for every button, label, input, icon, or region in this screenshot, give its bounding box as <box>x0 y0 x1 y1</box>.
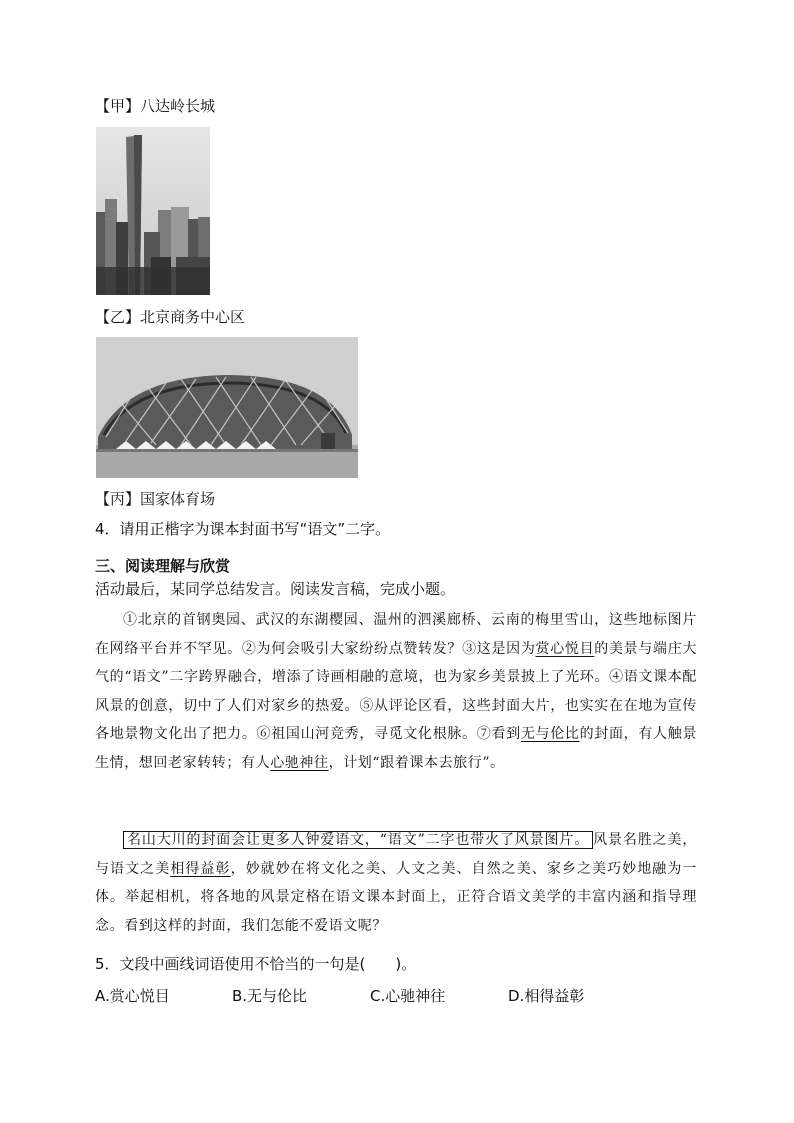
section-intro: 活动最后，某同学总结发言。阅读发言稿，完成小题。 <box>95 580 456 598</box>
caption-yi: 【乙】北京商务中心区 <box>95 308 246 326</box>
underlined-word-3: 心驰神往 <box>270 754 329 771</box>
caption-bing: 【丙】国家体育场 <box>95 490 216 508</box>
skyline-photo <box>96 127 210 295</box>
underlined-word-2: 无与伦比 <box>520 726 580 742</box>
boxed-sentence: 名山大川的封面会让更多人钟爱语文，“语文”二字也带火了风景图片。 <box>123 831 593 849</box>
question-5-stem: 5．文段中画线词语使用不恰当的一句是( )。 <box>95 955 417 973</box>
section-title: 三、阅读理解与欣赏 <box>95 557 231 575</box>
option-a[interactable]: A.赏心悦目 <box>95 987 170 1005</box>
passage-paragraph-1: ①北京的首钢奥园、武汉的东湖樱园、温州的泗溪廊桥、云南的梅里雪山，这些地标图片在网络平台并不罕见。②为何会吸引大家纷纷点赞转发？③这是因为赏心悦目的美景与端庄大气的“语文”二字跨界融合，增添了诗画相融的意境，也为家乡美景披上了光环。④语文课本配风景的创意，切中了人们对家乡的热爱。⑤从评论区看，这些封面大片，也实实在在地为宣传各地景物文化出了把力。⑥祖国山河竞秀，寻觅文化根脉。⑦看到无与伦比的封面，有人触景生情，想回老家转转；有人心驰神往，计划“跟着课本去旅行”。 <box>95 612 698 771</box>
caption-jia: 【甲】八达岭长城 <box>95 97 216 115</box>
option-b[interactable]: B.无与伦比 <box>232 987 308 1005</box>
stadium-photo <box>96 337 358 478</box>
option-d[interactable]: D.相得益彰 <box>508 987 585 1005</box>
passage-paragraph-2: 名山大川的封面会让更多人钟爱语文，“语文”二字也带火了风景图片。 风景名胜之美，与语文之美相得益彰，妙就妙在将文化之美、人文之美、自然之美、家乡之美巧妙地融为一体。举起相机，将各地的风景定格在语文课本封面上，正符合语文美学的丰富内涵和指导理念。看到这样的封面，我们怎能不爱语文呢？ <box>95 832 697 934</box>
option-c[interactable]: C.心驰神往 <box>370 987 446 1005</box>
question-4: 4．请用正楷字为课本封面书写“语文”二字。 <box>95 520 391 538</box>
underlined-word-1: 赏心悦目 <box>535 640 595 657</box>
underlined-word-4: 相得益彰 <box>170 860 231 877</box>
